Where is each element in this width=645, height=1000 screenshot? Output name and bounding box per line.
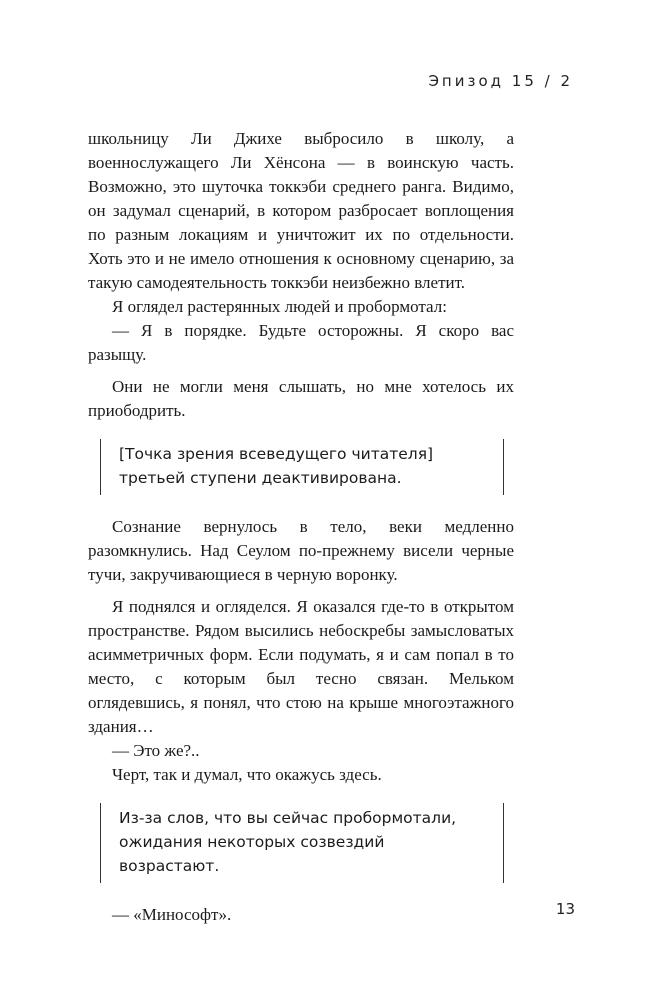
page-body [88, 127, 514, 927]
paragraph: Сознание вернулось в тело, веки медленно разомкнулись. Над Сеулом по-прежнему висели черные тучи, закручивающиеся в черную воронку. [88, 517, 514, 584]
system-message-text: [Точка зрения всеведущего читателя] третьей ступени деактивирована. [119, 445, 434, 487]
paragraph: Я поднялся и огляделся. Я оказался где-то в открытом пространстве. Рядом высились небоскребы замысловатых асимметричных форм. Если подумать, я и сам попал в то место, с которым был тесно связан. Мельком оглядевшись, я понял, что стою на крыше многоэтажного здания… [88, 597, 514, 736]
paragraph: Черт, так и думал, что окажусь здесь. [112, 765, 382, 784]
paragraph: Они не могли меня слышать, но мне хотелось их приободрить. [88, 377, 514, 420]
system-message-text: Из-за слов, что вы сейчас пробормотали, ожидания некоторых созвездий возрастают. [119, 809, 457, 875]
system-message-box [100, 439, 504, 495]
paragraph: Я оглядел растерянных людей и пробормотал: [112, 297, 447, 316]
running-header: Эпизод 15 / 2 [428, 72, 573, 90]
page-number: 13 [555, 900, 575, 918]
dialogue-line: — Я в порядке. Будьте осторожны. Я скоро вас разыщу. [88, 321, 514, 364]
dialogue-line: — Это же?.. [112, 741, 200, 760]
system-message-box [100, 803, 504, 883]
paragraph: школьницу Ли Джихе выбросило в школу, а военнослужащего Ли Хёнсона — в воинскую часть. Возможно, это шуточка токкэби среднего ранга. Видимо, он задумал сценарий, в котором разбросает воплощения по разным локациям и уничтожит их по отдельности. Хоть это и не имело отношения к основному сценарию, за такую самодеятельность токкэби неизбежно влетит. [88, 129, 514, 292]
dialogue-line: — «Минософт». [112, 905, 232, 924]
